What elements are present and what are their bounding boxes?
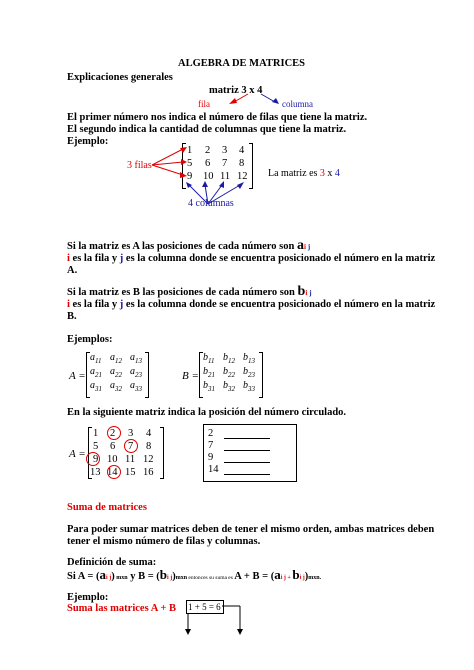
matrix-cell: 11 (220, 171, 231, 182)
circled-matrix-bracket-right (160, 427, 164, 479)
paragraph-a-line1 (67, 240, 310, 253)
circled-matrix-cell: 12 (143, 454, 154, 465)
fila-columna-arrows (215, 92, 285, 108)
circled-matrix-name: A = (69, 448, 86, 460)
matrix-cell: 9 (187, 171, 193, 182)
circled-matrix-cell: 4 (146, 428, 152, 439)
paragraph-a-line3: A. (67, 265, 78, 276)
circle-mark-9 (86, 452, 100, 466)
text: y B = ( (127, 571, 160, 582)
dims-rows: 3 (319, 168, 325, 179)
matrix-cell: 12 (237, 171, 248, 182)
circled-matrix-cell: 5 (93, 441, 99, 452)
circled-matrix-cell: 11 (125, 454, 136, 465)
page-title: ALGEBRA DE MATRICES (178, 58, 305, 69)
paragraph-line: El segundo indica la cantidad de columnas que tiene la matriz. (67, 124, 347, 135)
matrix-cell: 6 (205, 158, 211, 169)
paragraph-b-line1 (67, 286, 312, 299)
sub-ij: i j (280, 575, 286, 581)
i-letter: i (67, 299, 70, 310)
section-heading-explicaciones: Explicaciones generales (67, 72, 173, 83)
text: es la fila y (69, 253, 120, 264)
matrix-entry: $a_{31}$ (90, 380, 102, 393)
matrix-cell: 4 (239, 145, 245, 156)
paragraph-b-line3: B. (67, 311, 77, 322)
answer-number: 9 (208, 452, 214, 463)
circled-instruction: En la siguiente matriz indica la posición del número circulado. (67, 407, 347, 418)
sum-arrows (180, 605, 260, 640)
i-letter: i (67, 253, 70, 264)
sym-b: b (159, 567, 168, 582)
matrix-entry: $a_{12}$ (110, 352, 122, 365)
matrix-cell: 7 (222, 158, 228, 169)
dims-label (268, 168, 340, 180)
paragraph-a-line2 (67, 253, 435, 265)
ejemplo-heading: Ejemplo: (67, 136, 109, 147)
circled-matrix-cell: 16 (143, 467, 154, 478)
matrix-entry: $b_{31}$ (203, 380, 215, 393)
sub-mxn: mxn (114, 575, 128, 581)
matrix-entry: $a_{22}$ (110, 366, 122, 379)
circled-matrix-cell: 6 (110, 441, 116, 452)
circled-matrix-cell: 15 (125, 467, 136, 478)
sub-j: j (307, 243, 311, 251)
definicion-heading: Definición de suma: (67, 557, 157, 568)
matrix-entry: $a_{13}$ (130, 352, 142, 365)
sub-mxn: mxn (175, 575, 188, 581)
sym-a: a (99, 567, 107, 582)
matrix-b-bracket-right (259, 352, 263, 398)
answer-blank[interactable] (224, 462, 270, 463)
matrix-cell: 10 (203, 171, 214, 182)
sym-a: a (274, 567, 281, 582)
columnas-label: 4 columnas (188, 198, 234, 209)
sum-box-text: 1 + 5 = 6 (188, 602, 221, 612)
answer-number: 7 (208, 440, 214, 451)
circled-matrix-cell: 13 (90, 467, 101, 478)
text: Si la matriz es A las posiciones de cada número son (67, 241, 297, 252)
circled-matrix-cell: 9 (93, 454, 99, 465)
sub-mxn: mxn. (308, 575, 322, 581)
matrix-cell: 3 (222, 145, 228, 156)
suma-paragraph-line: Para poder sumar matrices deben de tener el mismo orden, ambas matrices deben (67, 524, 435, 535)
text: es la columna donde se encuentra posicionado el número en la matriz (123, 299, 436, 310)
matrix-cell: 8 (239, 158, 245, 169)
j-letter: j (119, 253, 124, 264)
circled-matrix-cell: 10 (107, 454, 118, 465)
small-text: entonces su suma es (187, 575, 235, 581)
matrix-entry: $b_{12}$ (223, 352, 235, 365)
plus: + (285, 575, 293, 581)
text: es la fila y (69, 299, 120, 310)
symbol-a: a (296, 238, 304, 253)
text: ) (172, 571, 176, 582)
circled-matrix-cell: 8 (146, 441, 152, 452)
matrix-entry: $a_{11}$ (90, 352, 102, 365)
text: Si la matriz es B las posiciones de cada número son (67, 287, 298, 298)
dims-prefix: La matriz es (268, 168, 320, 179)
circle-mark-14 (107, 465, 121, 479)
sub-j: j (309, 289, 312, 297)
matrix-entry: $b_{21}$ (203, 366, 215, 379)
dims-x: x (324, 168, 335, 179)
matrix-entry: $a_{23}$ (130, 366, 142, 379)
circled-matrix-cell: 2 (110, 428, 116, 439)
matrix-entry: $a_{21}$ (90, 366, 102, 379)
text: Si A = ( (67, 571, 100, 582)
matrix-entry: $b_{11}$ (203, 352, 215, 365)
circled-matrix-cell: 7 (128, 441, 134, 452)
circle-mark-2 (107, 426, 121, 440)
matrix-cell: 2 (205, 145, 211, 156)
answer-blank[interactable] (224, 438, 270, 439)
filas-label: 3 filas (127, 160, 152, 171)
paragraph-line: El primer número nos indica el número de filas que tiene la matriz. (67, 112, 368, 123)
answer-number: 14 (208, 464, 219, 475)
text: A + B (234, 571, 260, 582)
text: ) (304, 571, 309, 582)
sub-ij: i j (299, 575, 305, 581)
j-letter: j (119, 299, 124, 310)
circled-matrix-cell: 14 (107, 467, 118, 478)
matrix-entry: $a_{33}$ (130, 380, 142, 393)
circled-matrix-cell: 3 (128, 428, 134, 439)
filas-arrows (150, 145, 193, 185)
text: es la columna donde se encuentra posicionado el número en la matriz (123, 253, 436, 264)
fila-label: fila (198, 99, 210, 109)
sub-i: i (305, 289, 308, 297)
ejemplo2-heading: Ejemplo: (67, 592, 109, 603)
circled-matrix-cell: 1 (93, 428, 99, 439)
sub-ij: i j (167, 575, 173, 581)
matrix-cell: 1 (187, 145, 193, 156)
text: ) (111, 571, 115, 582)
suma-ab-label: Suma las matrices A + B (67, 603, 176, 614)
matrix-entry: $b_{32}$ (223, 380, 235, 393)
paragraph-b-line2 (67, 299, 435, 311)
sub-ij: i j (106, 575, 112, 581)
matrix-a-bracket-right (145, 352, 149, 398)
definicion-line (67, 569, 321, 584)
answer-number: 2 (208, 428, 214, 439)
ejemplos-heading: Ejemplos: (67, 334, 113, 345)
matrix-entry: $b_{23}$ (243, 366, 255, 379)
columna-label: columna (282, 99, 313, 109)
suma-title: Suma de matrices (67, 502, 147, 513)
answer-blank[interactable] (224, 474, 270, 475)
matrix-cell: 5 (187, 158, 193, 169)
matrix-entry: $b_{22}$ (223, 366, 235, 379)
text: = ( (259, 571, 275, 582)
symbol-b: b (297, 284, 306, 299)
matrix-dimension-label: matriz 3 x 4 (209, 85, 263, 96)
suma-paragraph-line: tener el mismo número de filas y columnas. (67, 536, 261, 547)
matrix-a-name: A = (69, 370, 86, 382)
dims-cols: 4 (334, 168, 340, 179)
sub-i: i (303, 243, 306, 251)
sym-b: b (292, 567, 300, 582)
matrix-entry: $a_{32}$ (110, 380, 122, 393)
matrix-entry: $b_{33}$ (243, 380, 255, 393)
matrix-b-name: B = (182, 370, 199, 382)
answer-blank[interactable] (224, 450, 270, 451)
matrix-entry: $b_{13}$ (243, 352, 255, 365)
circle-mark-7 (124, 439, 138, 453)
